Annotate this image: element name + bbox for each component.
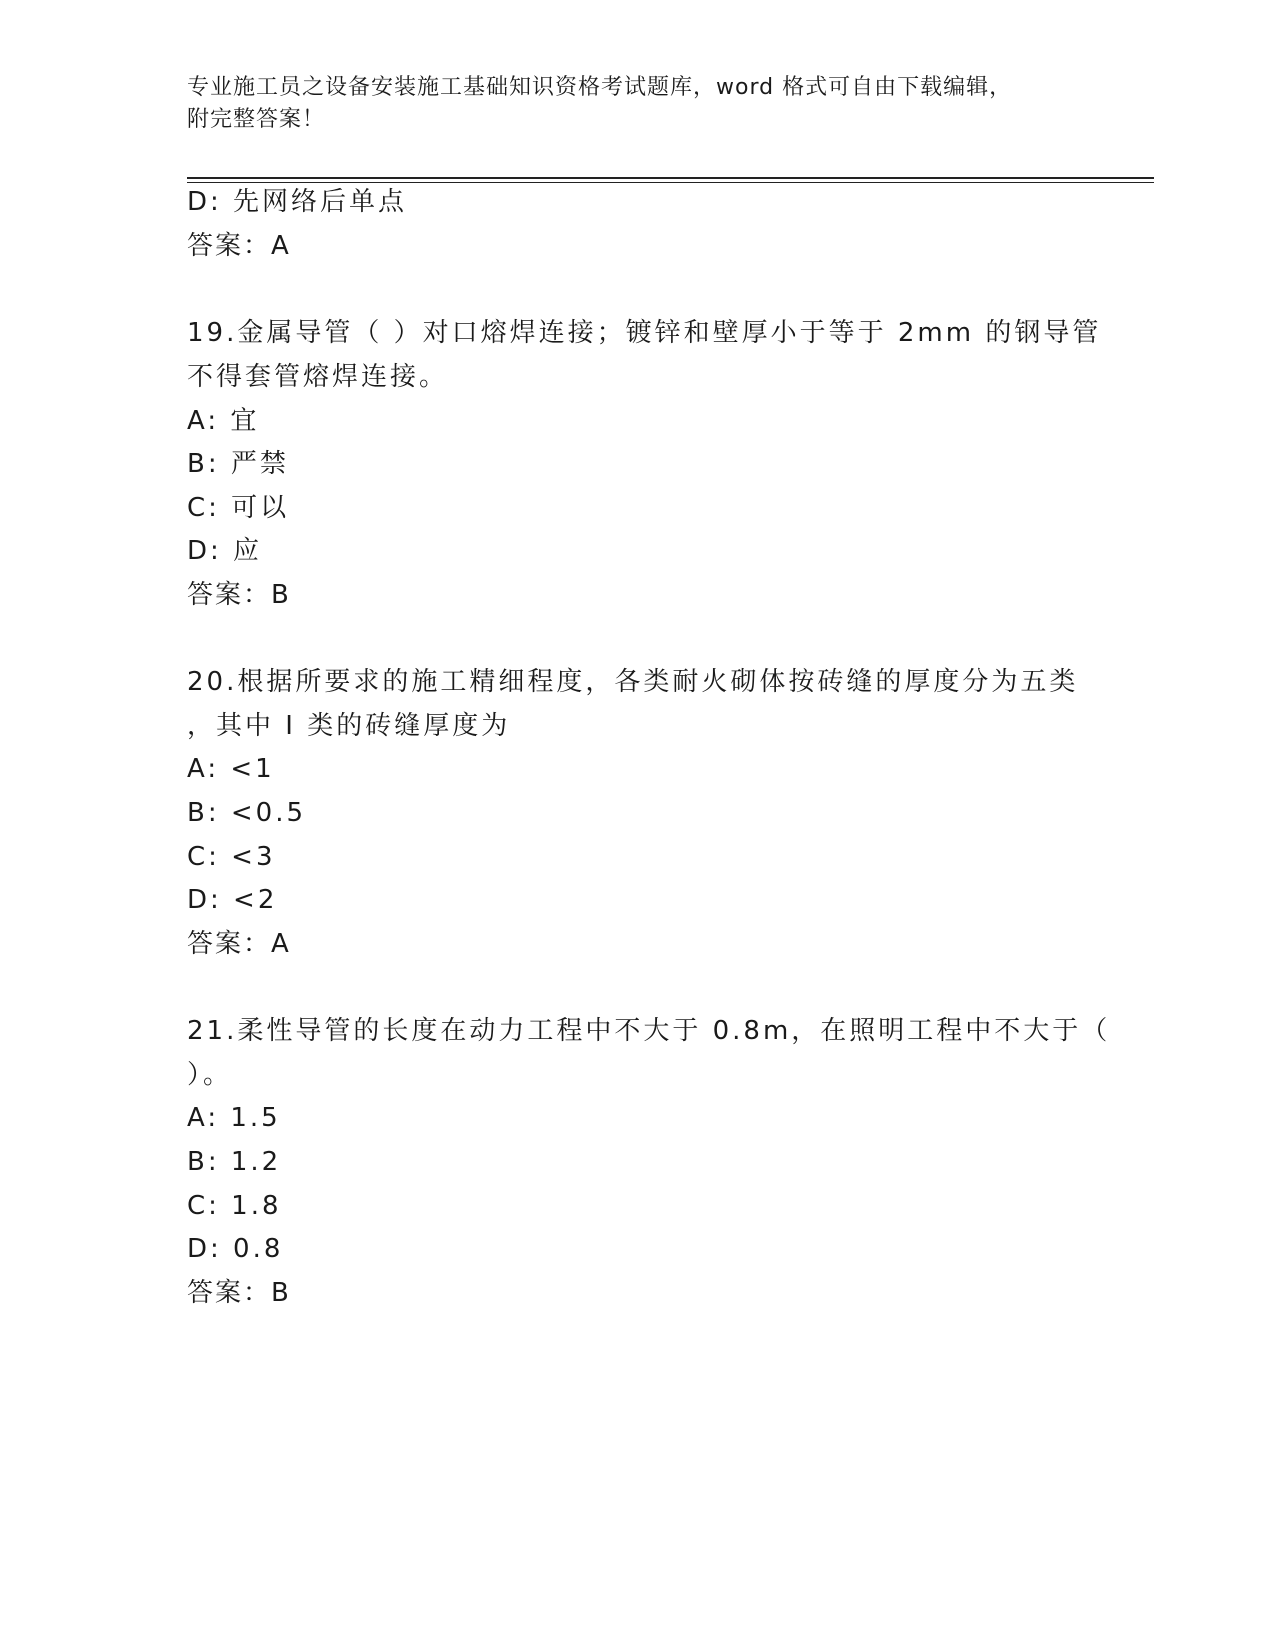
header-divider-thick — [187, 177, 1154, 179]
question-21-option-a: A: 1.5 — [187, 1103, 281, 1133]
question-20-option-b: B: <0.5 — [187, 798, 306, 828]
question-20-answer: 答案：A — [187, 929, 291, 959]
header-line-2: 附完整答案！ — [187, 107, 326, 132]
header-divider-thin — [187, 182, 1154, 183]
question-20-option-d: D: <2 — [187, 885, 278, 915]
question-20-option-c: C: <3 — [187, 842, 276, 872]
question-21-answer: 答案：B — [187, 1278, 291, 1308]
question-21-option-d: D: 0.8 — [187, 1234, 284, 1264]
prev-answer: 答案：A — [187, 231, 291, 261]
question-19-answer: 答案：B — [187, 580, 291, 610]
question-21-option-b: B: 1.2 — [187, 1147, 282, 1177]
question-19-option-c: C: 可以 — [187, 493, 290, 523]
question-19-stem-line-2: 不得套管熔焊连接。 — [187, 362, 449, 392]
document-header — [187, 72, 1087, 136]
question-19-option-a: A: 宜 — [187, 406, 260, 436]
question-19-stem-line-1: 19.金属导管（ ）对口熔焊连接；镀锌和壁厚小于等于 2mm 的钢导管 — [187, 318, 1102, 348]
question-19-option-d: D: 应 — [187, 536, 263, 566]
header-line-1: 专业施工员之设备安装施工基础知识资格考试题库，word 格式可自由下载编辑， — [187, 75, 1013, 100]
question-21-stem-line-1: 21.柔性导管的长度在动力工程中不大于 0.8m，在照明工程中不大于（ — [187, 1016, 1111, 1046]
question-20-option-a: A: <1 — [187, 754, 275, 784]
question-20-stem-line-1: 20.根据所要求的施工精细程度，各类耐火砌体按砖缝的厚度分为五类 — [187, 667, 1079, 697]
question-19-option-b: B: 严禁 — [187, 449, 289, 479]
prev-option-d: D: 先网络后单点 — [187, 187, 408, 217]
question-20-stem-line-2: ，其中 I 类的砖缝厚度为 — [187, 711, 511, 741]
question-21-option-c: C: 1.8 — [187, 1191, 282, 1221]
question-21-stem-line-2: ）。 — [187, 1060, 233, 1090]
